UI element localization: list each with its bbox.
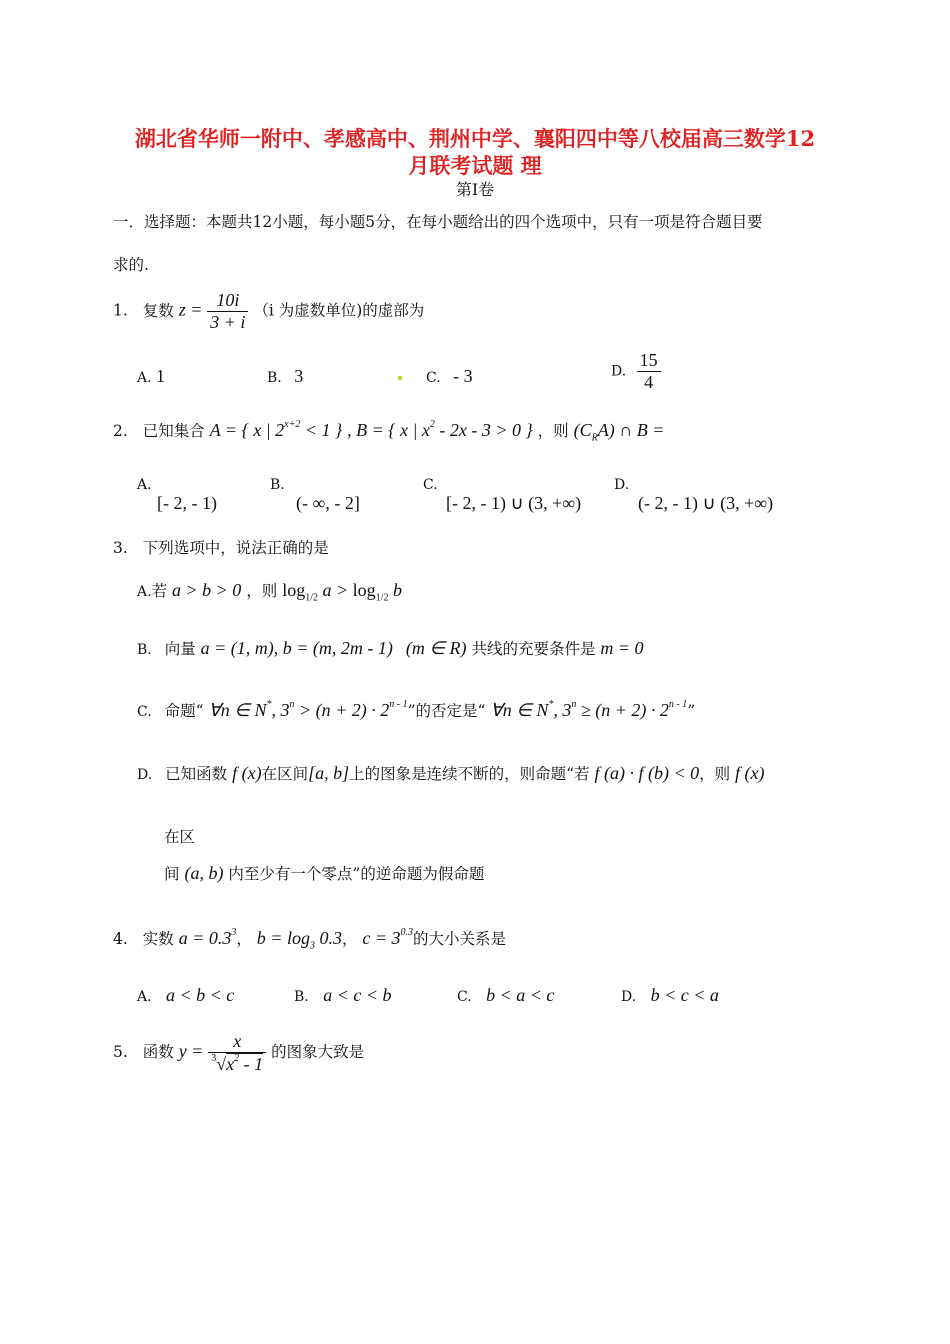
- q1-option-c: [426, 366, 473, 387]
- page-title: 湖北省华师一附中、孝感高中、荆州中学、襄阳四中等八校届高三数学12: [134, 126, 816, 151]
- q1-frac-den: 3 + i: [210, 312, 246, 332]
- q3-c-p1: ∀n ∈ N: [208, 700, 267, 720]
- q2-set-b-text: , B = { x | x: [347, 420, 430, 440]
- q4-a-exp: 3: [231, 927, 237, 938]
- q4-option-c-label: C.: [457, 989, 472, 1005]
- q3-option-d-fx: f (x): [232, 763, 262, 783]
- q3-c-star: *: [266, 699, 272, 710]
- q2-lead: 已知集合: [142, 422, 205, 440]
- q4-option-d: [621, 985, 719, 1006]
- q3-d-line3b: 内至少有一个零点”的逆命题为假命题: [228, 865, 485, 883]
- q3-c-nm1: n - 1: [389, 699, 408, 710]
- q2-option-a-value: [- 2, - 1): [157, 493, 217, 513]
- q3-option-c-prop: [208, 700, 407, 720]
- q4-tail: 的大小关系是: [413, 930, 507, 948]
- q4-option-a-label: A.: [137, 989, 152, 1005]
- page-title-line2: 月联考试题 理: [408, 153, 542, 178]
- q2-set-b-exp: 2: [429, 419, 435, 430]
- q2-option-b: [270, 477, 360, 514]
- instructions-line2: 求的.: [113, 256, 149, 274]
- q2-expr-sub: R: [591, 432, 598, 444]
- instructions-line1: 一．选择题：本题共12小题，每小题5分，在每小题给出的四个选项中，只有一项是符合题目要: [113, 213, 763, 231]
- q4-lead: 实数: [142, 930, 174, 948]
- q1-number: 1.: [113, 301, 128, 320]
- q5-tail: 的图象大致是: [271, 1043, 365, 1061]
- q3-option-c-lead: 命题“: [164, 702, 204, 720]
- q3-log1-base: 1/2: [305, 592, 318, 604]
- q5-radicand-exp: 2: [234, 1053, 240, 1064]
- q3-option-b-cond: (m ∈ R): [405, 638, 467, 658]
- q1-option-b-value: 3: [294, 366, 304, 386]
- q4-b-tail: 0.3: [314, 928, 342, 948]
- q4-c-text: c = 3: [362, 928, 401, 948]
- q2-then: ，则: [537, 422, 569, 440]
- q4-option-d-value: b < c < a: [650, 985, 719, 1005]
- q4-option-a-value: a < b < c: [166, 985, 235, 1005]
- q3-option-a-label: A.: [137, 584, 152, 600]
- q3-option-d-label: D.: [137, 767, 153, 783]
- q1-tail: （i 为虚数单位)的虚部为: [253, 301, 425, 320]
- q3-option-d-t3: ，则: [699, 765, 731, 783]
- q4-option-c: [457, 985, 554, 1006]
- q3-option-c-label: C.: [137, 704, 152, 720]
- q1-option-a: [137, 366, 165, 387]
- q1-option-d: [611, 350, 661, 393]
- q5-frac-num: x: [208, 1031, 266, 1053]
- q3-option-c-neg: [490, 700, 687, 720]
- q5-radicand-x: x: [226, 1054, 235, 1074]
- question-4: [113, 927, 506, 952]
- q3-option-b-label: B.: [137, 642, 152, 658]
- q5-fraction: [208, 1031, 266, 1075]
- q4-sep2: ，: [341, 930, 358, 948]
- q1-option-d-label: D.: [611, 363, 627, 380]
- q3-option-a-cond: a > b > 0: [172, 580, 242, 600]
- q2-set-a-exp: x+2: [284, 419, 301, 430]
- q5-frac-den: $^3√x^2 - 1$: [211, 1053, 264, 1074]
- q4-b-text: b = log: [256, 928, 310, 948]
- q5-lead: 函数: [142, 1043, 174, 1061]
- q2-set-a-text: A = { x | 2: [209, 420, 285, 440]
- q3-option-b-mid: 共线的充要条件是: [471, 640, 596, 658]
- stray-dot: [398, 376, 402, 380]
- q1-option-b: [267, 366, 303, 387]
- q3-number: 3.: [113, 539, 128, 557]
- q4-number: 4.: [113, 930, 128, 948]
- question-2: [113, 419, 664, 444]
- q1-option-a-label: A.: [137, 370, 152, 386]
- question-5: [113, 1031, 364, 1075]
- q3-c-nm1-2: n - 1: [668, 699, 688, 710]
- q3-log2: log: [352, 580, 376, 600]
- q3-option-c-end: ”: [687, 702, 696, 720]
- q4-option-b-label: B.: [294, 989, 309, 1005]
- q2-option-d-label: D.: [614, 477, 630, 493]
- q3-option-b-res: m = 0: [600, 638, 644, 658]
- q3-option-a: [137, 579, 402, 604]
- q3-log1: log: [282, 580, 306, 600]
- q3-option-d-ab: [a, b]: [308, 763, 350, 783]
- q1-lead: 复数: [142, 301, 174, 320]
- q3-option-d-line2: 在区: [164, 828, 196, 846]
- volume-heading: 第Ⅰ卷: [455, 180, 495, 199]
- q3-c-star2: *: [548, 699, 554, 710]
- q4-sep1: ，: [236, 930, 252, 948]
- q1-option-c-value: - 3: [453, 366, 473, 386]
- q3-c-n: n: [289, 699, 295, 710]
- q1-option-a-value: 1: [156, 366, 166, 386]
- q1-fraction: [207, 290, 248, 333]
- q4-option-b: [294, 985, 392, 1006]
- q2-option-a-label: A.: [137, 477, 152, 493]
- q3-option-c: [137, 699, 695, 721]
- q2-option-a: [137, 477, 217, 514]
- q3-option-d-cond: f (a) · f (b) < 0: [594, 763, 700, 783]
- q1-option-d-fraction: [637, 350, 661, 393]
- q3-option-a-then: ，则: [246, 582, 278, 600]
- q5-number: 5.: [113, 1043, 128, 1061]
- q2-expr-tail: A) ∩ B =: [597, 420, 665, 440]
- q1-frac-num: 10i: [207, 290, 248, 312]
- q2-set-b-tail: - 2x - 3 > 0 }: [434, 420, 533, 440]
- q3-c-n2: n: [571, 699, 577, 710]
- q3-option-a-expr: [282, 580, 402, 604]
- q4-option-a: [137, 985, 234, 1006]
- q3-option-d-fx2: f (x): [735, 763, 765, 783]
- q2-option-c: [423, 477, 581, 514]
- q1-z: z =: [178, 299, 203, 320]
- q3-c-p3: > (n + 2) · 2: [294, 700, 390, 720]
- q5-radicand: [226, 1053, 263, 1074]
- q3-option-d: [137, 762, 765, 784]
- q2-option-b-label: B.: [270, 477, 285, 493]
- question-1: [113, 290, 424, 333]
- q4-b-sub: 3: [309, 940, 315, 952]
- q4-c: [362, 928, 413, 948]
- q3-option-d-line3: [164, 862, 484, 884]
- q2-expr-text: (C: [573, 420, 592, 440]
- q4-b: [256, 928, 342, 952]
- q1-option-d-den: 4: [644, 372, 654, 392]
- q4-a-text: a = 0.3: [178, 928, 232, 948]
- q3-c-q1: ∀n ∈ N: [490, 700, 549, 720]
- q3-c-q2: , 3: [553, 700, 572, 720]
- q3-option-c-mid: ”的否定是“: [407, 702, 486, 720]
- q2-option-d: [614, 477, 773, 514]
- q4-a: [179, 928, 237, 948]
- q3-option-d-t1: 在区间: [261, 765, 309, 783]
- q3-option-b: [137, 637, 644, 659]
- q3-option-b-lead: 向量: [164, 640, 196, 658]
- q3-log2-arg: b: [388, 580, 402, 600]
- q3-log2-base: 1/2: [375, 592, 389, 604]
- q5-radicand-tail: - 1: [239, 1054, 264, 1074]
- q1-option-c-label: C.: [426, 370, 441, 386]
- q4-c-exp: 0.3: [400, 927, 414, 938]
- q2-expr: [573, 420, 665, 444]
- q3-option-a-lead: 若: [151, 582, 168, 600]
- q4-option-c-value: b < a < c: [486, 985, 555, 1005]
- q4-option-d-label: D.: [621, 989, 637, 1005]
- q5-root-index: 3: [211, 1053, 217, 1064]
- q5-y: y =: [178, 1041, 204, 1061]
- q3-option-d-t2: 上的图象是连续不断的，则命题“若: [349, 765, 590, 783]
- q2-set-a-tail: < 1 }: [300, 420, 343, 440]
- question-3: [113, 536, 329, 558]
- q3-option-d-lead: 已知函数: [165, 765, 228, 783]
- q2-set-a: [210, 420, 343, 440]
- q2-option-c-value: [- 2, - 1) ∪ (3, +∞): [446, 493, 582, 513]
- q2-option-d-value: (- 2, - 1) ∪ (3, +∞): [638, 493, 774, 513]
- q3-c-p2: , 3: [271, 700, 290, 720]
- q2-option-c-label: C.: [423, 477, 438, 493]
- q3-d-line3a: 间: [164, 865, 180, 883]
- q3-c-q3: ≥ (n + 2) · 2: [576, 700, 669, 720]
- q4-option-b-value: a < c < b: [323, 985, 392, 1005]
- q2-option-b-value: (- ∞, - 2]: [296, 493, 360, 513]
- q3-log1-arg: a >: [318, 580, 353, 600]
- q3-option-b-vec: a = (1, m), b = (m, 2m - 1): [200, 638, 393, 658]
- q3-d-ab2: (a, b): [184, 863, 224, 883]
- q1-option-d-num: 15: [637, 350, 661, 372]
- q1-option-b-label: B.: [267, 370, 282, 386]
- q2-number: 2.: [113, 422, 128, 440]
- q2-set-b: [347, 420, 533, 440]
- q3-stem: 下列选项中，说法正确的是: [142, 539, 329, 557]
